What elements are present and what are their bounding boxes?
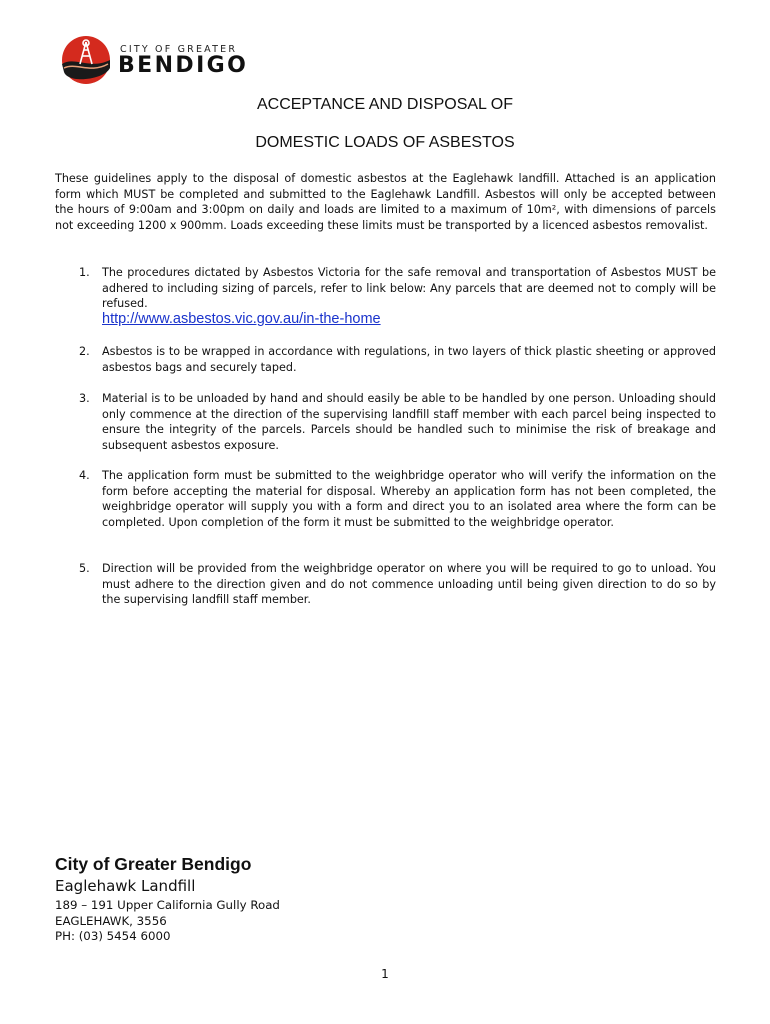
list-item-number: 3. <box>79 392 90 405</box>
list-item-number: 4. <box>79 469 90 482</box>
list-item-number: 5. <box>79 562 90 575</box>
document-title-line-1: ACCEPTANCE AND DISPOSAL OF <box>256 96 514 113</box>
city-logo-mark-icon <box>60 34 112 86</box>
list-item-text: Material is to be unloaded by hand and should easily be able to be handled by one person. Unloading should only commence at the direction of the supervising landfill staff member with each parcel being inspected to ensure the integrity of the parcels. Parcels should be handled such to minimise the risk of breakage and subsequent asbestos exposure. <box>102 392 716 452</box>
footer-phone: PH: (03) 5454 6000 <box>55 929 171 943</box>
list-item-text: The application form must be submitted to the weighbridge operator who will verify the information on the form before accepting the material for disposal. Whereby an application form has not been completed, the weighbridge operator will supply you with a form and direct you to an isolated area where the form can be completed. Upon completion of the form it must be submitted to the weighbridge operator. <box>102 469 716 529</box>
list-item-text: The procedures dictated by Asbestos Victoria for the safe removal and transportation of Asbestos MUST be adhered to including sizing of parcels, refer to link below: Any parcels that are deemed not to comply will be refused. <box>102 266 716 311</box>
list-item-number: 2. <box>79 345 90 358</box>
document-title-line-2: DOMESTIC LOADS OF ASBESTOS <box>255 134 515 151</box>
intro-paragraph: These guidelines apply to the disposal of domestic asbestos at the Eaglehawk landfill. Attached is an application form which MUST be completed and submitted to the Eaglehawk Landfill. Asbestos will only be accepted between the hours of 9:00am and 3:00pm on daily and loads are limited to a maximum of 10m², with dimensions of parcels not exceeding 1200 x 900mm. Loads exceeding these limits must be transported by a licenced asbestos removalist. <box>55 172 716 232</box>
logo-big-text: BENDIGO <box>118 53 249 78</box>
list-item-text: Direction will be provided from the weighbridge operator on where you will be required to go to unload. You must adhere to the direction given and do not commence unloading until being given direction to do so by the supervising landfill staff member. <box>102 562 716 607</box>
list-item-number: 1. <box>79 266 90 279</box>
list-item-text: Asbestos is to be wrapped in accordance with regulations, in two layers of thick plastic sheeting or approved asbestos bags and securely taped. <box>102 345 716 374</box>
page-number: 1 <box>381 967 389 981</box>
asbestos-vic-link[interactable]: http://www.asbestos.vic.gov.au/in-the-home <box>102 311 381 327</box>
logo-small-text: CITY OF GREATER <box>120 44 238 55</box>
footer-address-line-1: 189 – 191 Upper California Gully Road <box>55 898 280 912</box>
footer-site-name: Eaglehawk Landfill <box>55 877 196 895</box>
footer-org-name: City of Greater Bendigo <box>55 854 252 874</box>
city-logo <box>60 34 260 86</box>
footer-address-line-2: EAGLEHAWK, 3556 <box>55 914 167 928</box>
